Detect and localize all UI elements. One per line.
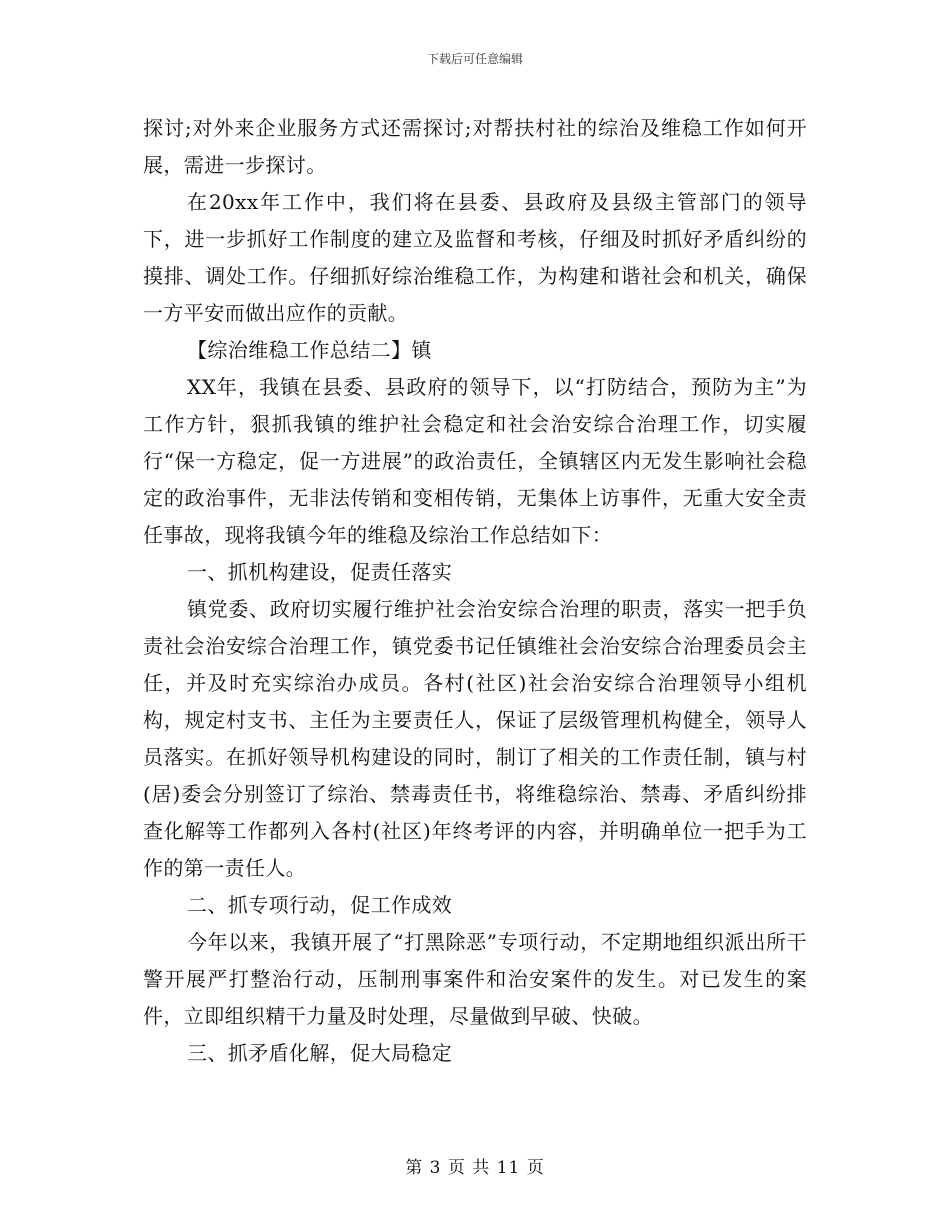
paragraph-special-action: 今年以来，我镇开展了“打黑除恶”专项行动，不定期地组织派出所干警开展严打整治行动，压制刑事案件和治安案件的发生。对已发生的案件，立即组织精干力量及时处理，尽量做到早破、快破。 <box>143 930 807 1028</box>
heading-three: 三、抓矛盾化解，促大局稳定 <box>187 1041 453 1065</box>
paragraph-next-year-plan: 在20xx年工作中，我们将在县委、县政府及县级主管部门的领导下，进一步抓好工作制度的建立及监督和考核，仔细及时抓好矛盾纠纷的摸排、调处工作。仔细抓好综治维稳工作，为构建和谐社会和机关，确保一方平安而做出应作的贡献。 <box>143 190 807 325</box>
heading-one: 一、抓机构建设，促责任落实 <box>187 560 453 584</box>
page-number: 第 3 页 共 11 页 <box>405 1158 545 1178</box>
paragraph-continuation: 探讨;对外来企业服务方式还需探讨;对帮扶村社的综治及维稳工作如何开展，需进一步探讨。 <box>143 116 807 177</box>
page-header-note: 下载后可任意编辑 <box>426 52 523 66</box>
section-title: 【综治维稳工作总结二】镇 <box>187 338 432 362</box>
paragraph-organization: 镇党委、政府切实履行维护社会治安综合治理的职责，落实一把手负责社会治安综合治理工作，镇党委书记任镇维社会治安综合治理委员会主任，并及时充实综治办成员。各村(社区)社会治安综合治理领导小组机构，规定村支书、主任为主要责任人，保证了层级管理机构健全，领导人员落实。在抓好领导机构建设的同时，制订了相关的工作责任制，镇与村(居)委会分别签订了综治、禁毒责任书，将维稳综治、禁毒、矛盾纠纷排查化解等工作都列入各村(社区)年终考评的内容，并明确单位一把手为工作的第一责任人。 <box>143 597 807 880</box>
heading-two: 二、抓专项行动，促工作成效 <box>187 893 453 917</box>
document-body <box>143 110 807 1072</box>
paragraph-intro: XX年，我镇在县委、县政府的领导下，以“打防结合，预防为主”为工作方针，狠抓我镇的维护社会稳定和社会治安综合治理工作，切实履行“保一方稳定，促一方进展”的政治责任，全镇辖区内无发生影响社会稳定的政治事件，无非法传销和变相传销，无集体上访事件，无重大安全责任事故，现将我镇今年的维稳及综治工作总结如下： <box>143 375 807 547</box>
